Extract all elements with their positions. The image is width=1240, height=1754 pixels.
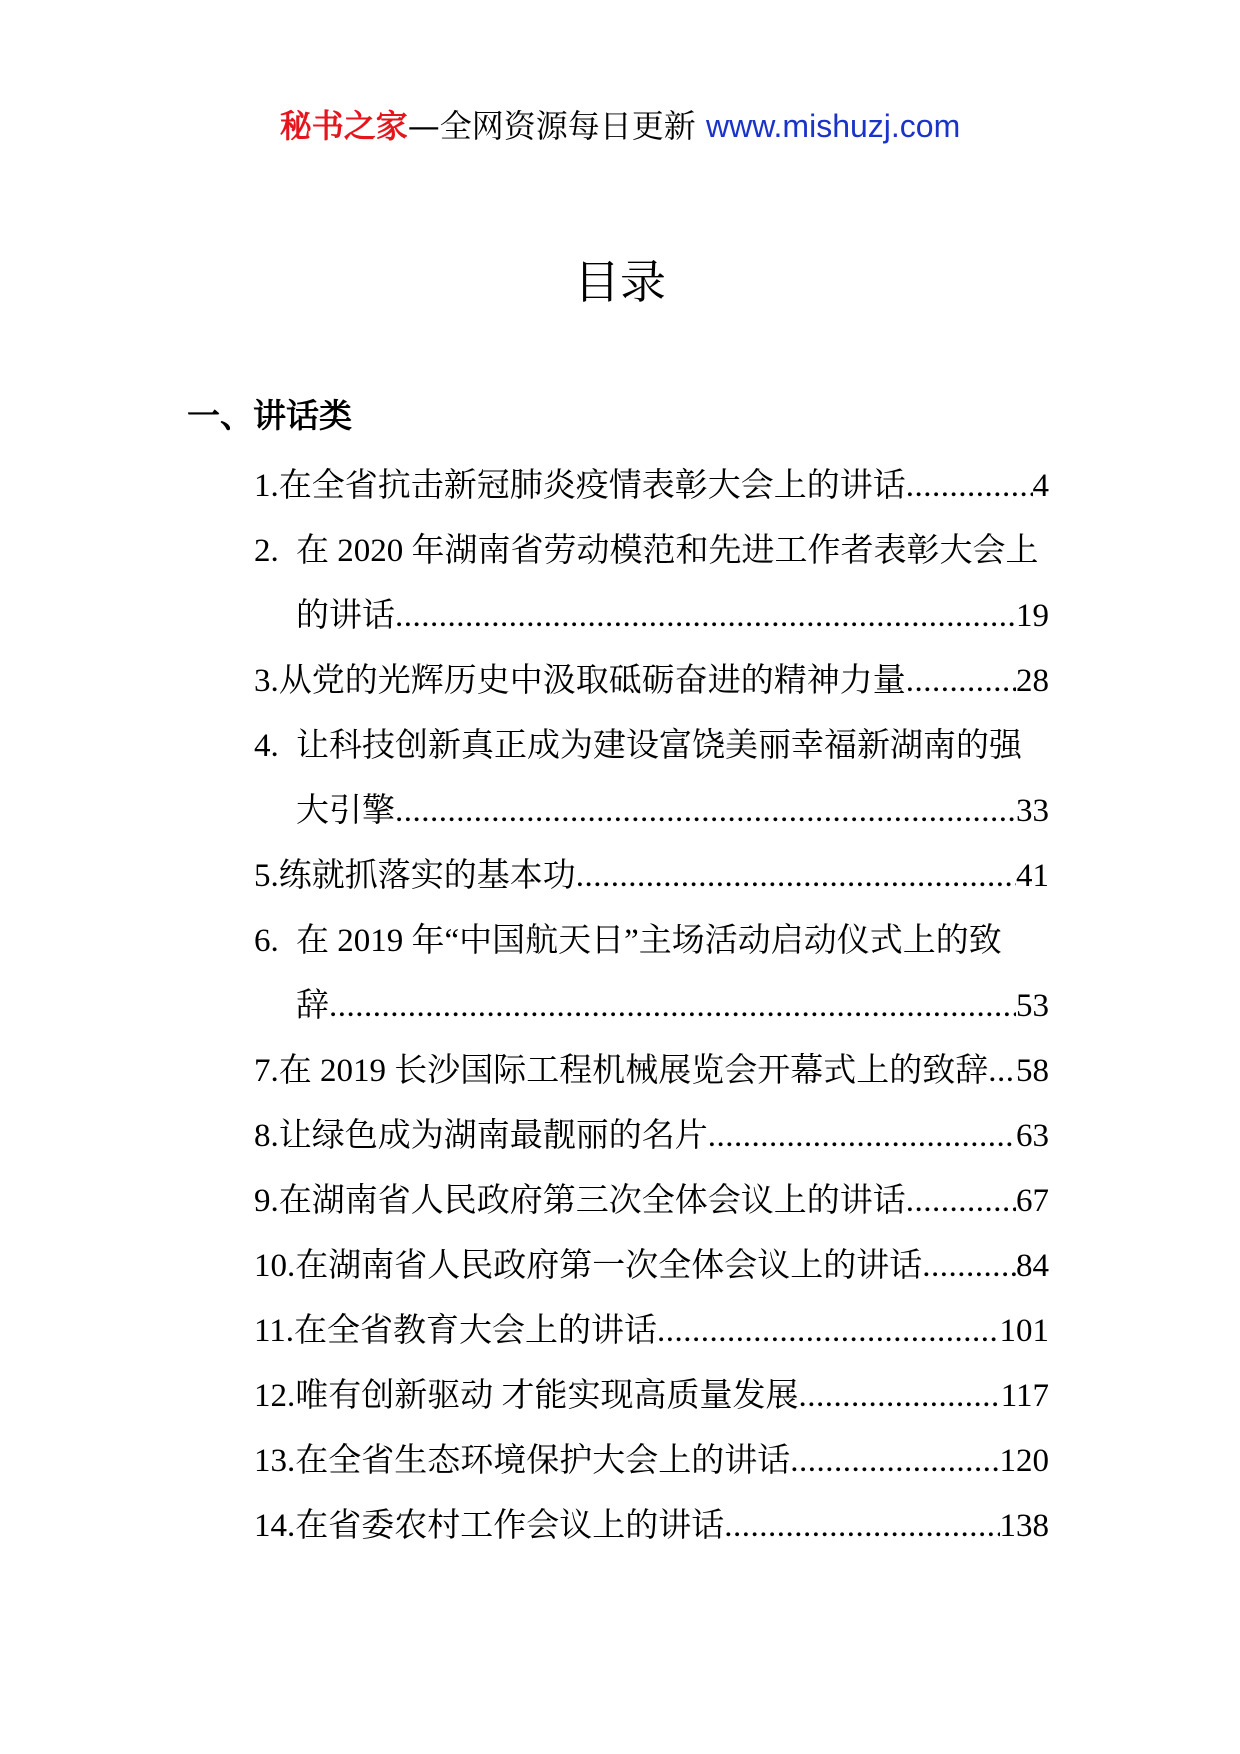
toc-entry-title: 辞 (296, 988, 329, 1024)
toc-page-number: 138 (999, 1508, 1049, 1544)
dot-leader (799, 1364, 1001, 1429)
dot-leader (724, 1494, 999, 1559)
dot-leader (395, 779, 1016, 844)
toc-entry[interactable] (254, 1299, 1049, 1364)
toc-entry[interactable] (254, 1234, 1049, 1299)
toc-entry-number: 8. (254, 1118, 279, 1154)
dot-leader (906, 1169, 1016, 1234)
section-heading: 一、讲话类 (187, 396, 352, 435)
table-of-contents (254, 454, 1049, 1559)
toc-page-number: 19 (1016, 598, 1049, 634)
toc-entry[interactable] (254, 1494, 1049, 1559)
toc-page-number: 117 (1000, 1378, 1049, 1414)
toc-page-number: 4 (1032, 468, 1049, 504)
toc-entry-title: 让绿色成为湖南最靓丽的名片 (278, 1118, 708, 1154)
toc-entry-title: 让科技创新真正成为建设富饶美丽幸福新湖南的强 (296, 728, 1022, 764)
dot-leader (657, 1299, 999, 1364)
toc-entry[interactable] (254, 1364, 1049, 1429)
dot-leader (708, 1104, 1016, 1169)
toc-entry[interactable] (254, 1169, 1049, 1234)
toc-page-number: 101 (999, 1313, 1049, 1349)
toc-entry-title: 大引擎 (296, 793, 395, 829)
toc-page-number: 63 (1016, 1118, 1049, 1154)
toc-entry-number: 10. (254, 1248, 296, 1284)
toc-page-number: 67 (1016, 1183, 1049, 1219)
toc-entry-title: 唯有创新驱动 才能实现高质量发展 (295, 1378, 799, 1414)
toc-entry[interactable] (254, 1039, 1049, 1104)
page-title: 目录 (574, 255, 666, 309)
toc-entry-title: 从党的光辉历史中汲取砥砺奋进的精神力量 (278, 663, 906, 699)
toc-page-number: 120 (999, 1443, 1049, 1479)
toc-entry-title: 在全省生态环境保护大会上的讲话 (295, 1443, 791, 1479)
dot-leader (988, 1039, 1016, 1104)
toc-entry-number: 5. (254, 858, 279, 894)
toc-page-number: 33 (1016, 793, 1049, 829)
toc-entry[interactable] (254, 1429, 1049, 1494)
toc-entry[interactable] (254, 519, 1049, 649)
toc-page-number: 53 (1016, 988, 1049, 1024)
toc-entry-number: 14. (254, 1508, 296, 1544)
dot-leader (790, 1429, 999, 1494)
toc-entry-title: 在 2019 年“中国航天日”主场活动启动仪式上的致 (296, 923, 1002, 959)
toc-entry[interactable] (254, 844, 1049, 909)
header-tagline: —全网资源每日更新 (407, 107, 696, 145)
toc-entry-title: 在全省抗击新冠肺炎疫情表彰大会上的讲话 (278, 468, 906, 504)
dot-leader (395, 584, 1016, 649)
toc-entry-title: 在湖南省人民政府第一次全体会议上的讲话 (295, 1248, 923, 1284)
toc-entry-title: 的讲话 (296, 598, 395, 634)
toc-entry[interactable] (254, 454, 1049, 519)
toc-entry-title: 在 2019 长沙国际工程机械展览会开幕式上的致辞 (278, 1053, 989, 1089)
toc-entry-number: 2. (254, 533, 279, 569)
toc-entry[interactable] (254, 714, 1049, 844)
dot-leader (576, 844, 1016, 909)
toc-entry-number: 9. (254, 1183, 279, 1219)
toc-entry-number: 7. (254, 1053, 279, 1089)
toc-entry-title: 在 2020 年湖南省劳动模范和先进工作者表彰大会上 (296, 533, 1039, 569)
toc-entry-number: 13. (254, 1443, 296, 1479)
toc-entry[interactable] (254, 1104, 1049, 1169)
toc-entry-title: 练就抓落实的基本功 (278, 858, 576, 894)
toc-entry[interactable] (254, 909, 1049, 1039)
site-url-link[interactable]: www.mishuzj.com (705, 108, 961, 144)
toc-entry-title: 在省委农村工作会议上的讲话 (295, 1508, 725, 1544)
toc-page-number: 41 (1016, 858, 1049, 894)
dot-leader (906, 454, 1033, 519)
toc-entry-title: 在湖南省人民政府第三次全体会议上的讲话 (278, 1183, 906, 1219)
dot-leader (922, 1234, 1016, 1299)
site-header (0, 104, 1240, 148)
brand-name: 秘书之家 (279, 107, 408, 145)
toc-page-number: 58 (1016, 1053, 1049, 1089)
toc-entry-number: 6. (254, 923, 279, 959)
toc-page-number: 28 (1016, 663, 1049, 699)
dot-leader (329, 974, 1016, 1039)
dot-leader (906, 649, 1016, 714)
toc-page-number: 84 (1016, 1248, 1049, 1284)
toc-entry[interactable] (254, 649, 1049, 714)
toc-entry-title: 在全省教育大会上的讲话 (294, 1313, 658, 1349)
toc-entry-number: 12. (254, 1378, 296, 1414)
toc-entry-number: 3. (254, 663, 279, 699)
toc-entry-number: 11. (254, 1313, 295, 1349)
toc-entry-number: 1. (254, 468, 279, 504)
toc-entry-number: 4. (254, 728, 279, 764)
